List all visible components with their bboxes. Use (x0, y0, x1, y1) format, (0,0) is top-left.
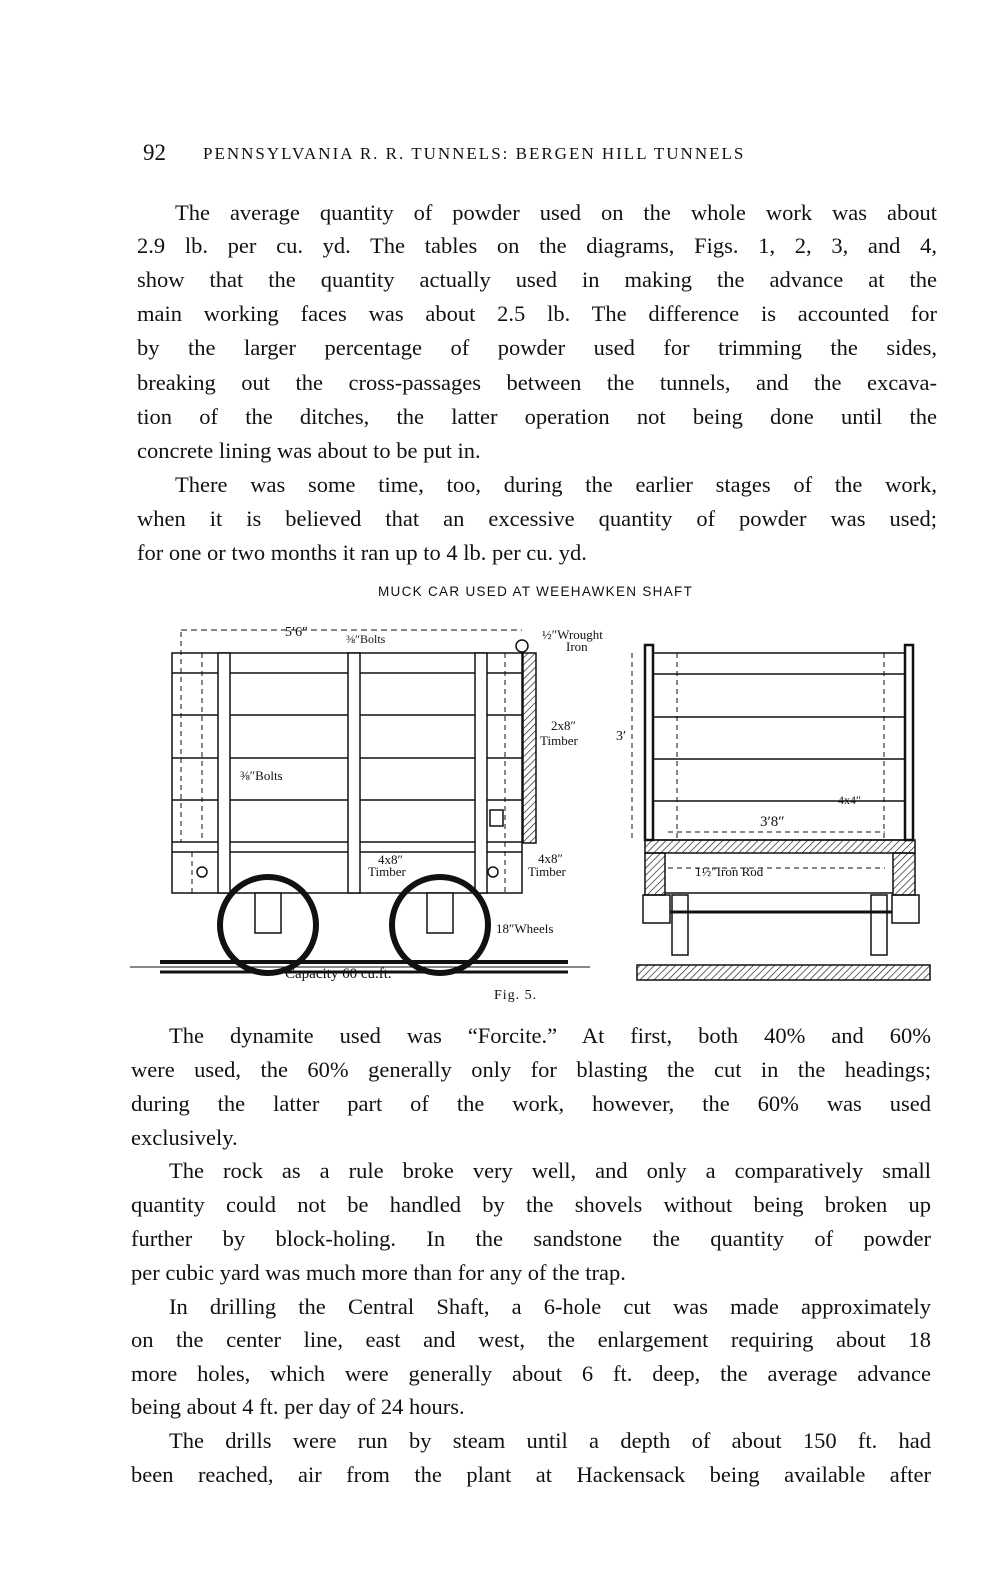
label-timber-center: Timber (368, 864, 406, 879)
text-line: being about 4 ft. per day of 24 hours. (131, 1394, 465, 1419)
text-line: during the latter part of the work, however, the 60% was used (131, 1091, 931, 1116)
text-line: There was some time, too, during the earlier stages of the work, (175, 472, 937, 497)
label-timber-right: Timber (528, 864, 566, 879)
label-post: 4x4″ (838, 793, 861, 807)
muck-car-drawing (0, 600, 1000, 990)
text-line: further by block-holing. In the sandstone the quantity of powder (131, 1226, 931, 1251)
running-title: PENNSYLVANIA R. R. TUNNELS: BERGEN HILL TUNNELS (203, 144, 746, 163)
figure-caption: Fig. 5. (494, 988, 538, 1003)
page-number: 92 (143, 140, 166, 165)
text-line: show that the quantity actually used in making the advance at the (137, 267, 937, 292)
text-line: more holes, which were generally about 6 ft. deep, the average advance (131, 1361, 931, 1386)
label-timber: Timber (540, 733, 578, 748)
text-line: The drills were run by steam until a depth of about 150 ft. had (169, 1428, 931, 1453)
label-wheels: 18″Wheels (496, 921, 554, 936)
label-length: 5′6″ (285, 625, 308, 640)
text-line: when it is believed that an excessive quantity of powder was used; (137, 506, 937, 531)
text-line: on the center line, east and west, the enlargement requiring about 18 (131, 1327, 931, 1352)
label-capacity: Capacity 60 cu.ft. (285, 966, 392, 982)
text-line: been reached, air from the plant at Hackensack being available after (131, 1462, 931, 1487)
label-iron: Iron (566, 639, 588, 654)
figure-title: MUCK CAR USED AT WEEHAWKEN SHAFT (378, 584, 694, 599)
text-line: tion of the ditches, the latter operation not being done until the (137, 404, 937, 429)
text-line: 2.9 lb. per cu. yd. The tables on the diagrams, Figs. 1, 2, 3, and 4, (137, 233, 937, 258)
label-iron-rod: 1½″Iron Rod (695, 864, 764, 879)
label-wrought: ½″Wrought (542, 627, 603, 642)
label-height: 3′ (616, 729, 627, 744)
label-bolts-side: ⅜″Bolts (240, 768, 283, 783)
text-line: by the larger percentage of powder used for trimming the sides, (137, 335, 937, 360)
text-line: quantity could not be handled by the shovels without being broken up (131, 1192, 931, 1217)
text-line: exclusively. (131, 1125, 238, 1150)
label-4x8-center: 4x8″ (378, 852, 403, 867)
text-line: The dynamite used was “Forcite.” At first, both 40% and 60% (169, 1023, 931, 1048)
text-line: In drilling the Central Shaft, a 6-hole cut was made approximately (169, 1294, 931, 1319)
text-line: concrete lining was about to be put in. (137, 438, 481, 463)
text-line: for one or two months it ran up to 4 lb. per cu. yd. (137, 540, 587, 565)
label-width: 3′8″ (760, 814, 785, 830)
text-line: main working faces was about 2.5 lb. The difference is accounted for (137, 301, 937, 326)
end-view (632, 645, 930, 980)
text-line: per cubic yard was much more than for any of the trap. (131, 1260, 626, 1285)
text-line: The average quantity of powder used on the whole work was about (175, 200, 937, 225)
label-2x8: 2x8″ (551, 718, 576, 733)
text-line: were used, the 60% generally only for blasting the cut in the headings; (131, 1057, 931, 1082)
text-line: breaking out the cross-passages between the tunnels, and the excava- (137, 370, 937, 395)
label-bolts-top: ⅜″Bolts (346, 632, 386, 646)
text-line: The rock as a rule broke very well, and only a comparatively small (169, 1158, 931, 1183)
label-4x8-right: 4x8″ (538, 851, 563, 866)
